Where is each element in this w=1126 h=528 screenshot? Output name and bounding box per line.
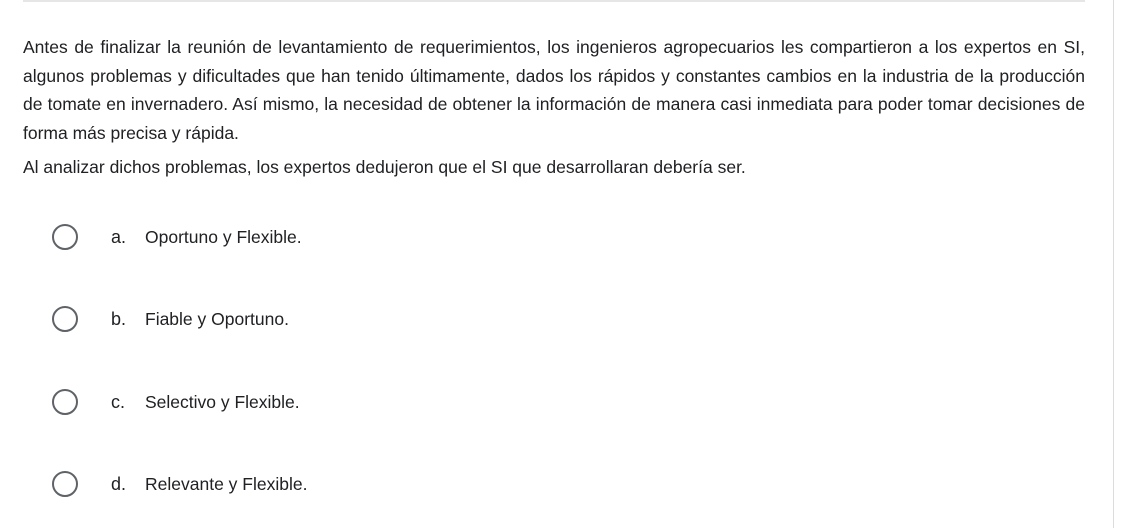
top-divider xyxy=(23,0,1085,2)
option-letter-b: b. xyxy=(111,308,127,329)
option-letter-d: d. xyxy=(111,473,127,494)
question-text xyxy=(23,33,1085,182)
option-label-c: Selectivo y Flexible. xyxy=(145,391,300,412)
radio-button-c[interactable] xyxy=(52,389,78,415)
option-b[interactable] xyxy=(52,304,289,334)
question-paragraph: Antes de finalizar la reunión de levantamiento de requerimientos, los ingenieros agropecuarios les compartieron a los expertos en SI, algunos problemas y dificultades que han tenido últimamente, dados los rápidos y constantes cambios en la industria de la producción de tomate en invernadero. Así mismo, la necesidad de obtener la información de manera casi inmediata para poder tomar decisiones de forma más precisa y rápida. xyxy=(23,37,1085,144)
option-a[interactable] xyxy=(52,222,302,252)
option-label-b: Fiable y Oportuno. xyxy=(145,308,289,329)
radio-button-b[interactable] xyxy=(52,306,78,332)
option-label-d: Relevante y Flexible. xyxy=(145,473,308,494)
option-letter-a: a. xyxy=(111,226,127,247)
option-letter-c: c. xyxy=(111,391,126,412)
option-label-a: Oportuno y Flexible. xyxy=(145,226,302,247)
question-prompt: Al analizar dichos problemas, los expertos dedujeron que el SI que desarrollaran debería ser. xyxy=(23,156,746,177)
radio-button-a[interactable] xyxy=(52,224,78,250)
option-d[interactable] xyxy=(52,469,307,499)
right-border xyxy=(1113,0,1114,528)
radio-button-d[interactable] xyxy=(52,471,78,497)
option-c[interactable] xyxy=(52,387,300,417)
